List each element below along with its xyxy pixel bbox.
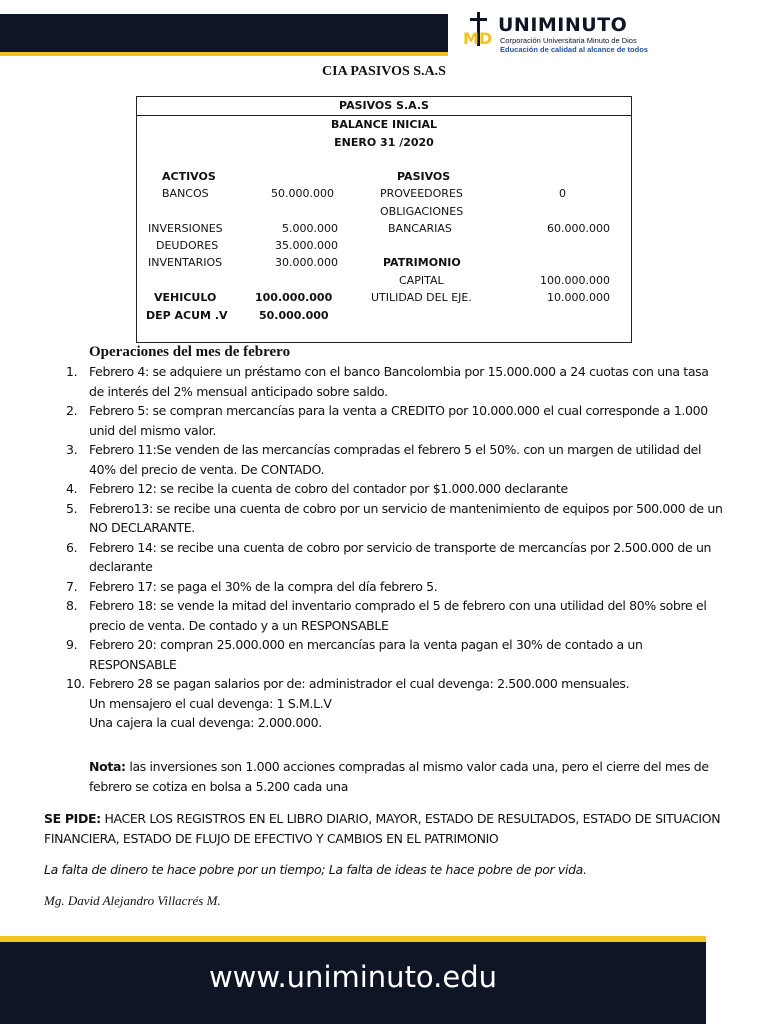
item-number: 9. bbox=[66, 637, 78, 652]
equity-label-capital: CAPITAL bbox=[399, 274, 444, 287]
item-number: 1. bbox=[66, 364, 78, 379]
item-number: 10. bbox=[66, 676, 85, 691]
note-paragraph bbox=[89, 757, 719, 796]
operations-title: Operaciones del mes de febrero bbox=[89, 344, 291, 360]
md-logo-icon bbox=[462, 12, 496, 52]
item-number: 5. bbox=[66, 500, 78, 516]
balance-divider bbox=[137, 115, 631, 116]
list-item bbox=[66, 479, 726, 499]
list-item bbox=[66, 538, 726, 577]
asset-value-inversiones: 5.000.000 bbox=[282, 222, 338, 235]
author-signature: Mg. David Alejandro Villacrés M. bbox=[44, 893, 221, 908]
item-number: 8. bbox=[66, 598, 78, 613]
liabilities-heading: PASIVOS bbox=[397, 170, 451, 183]
asset-value-vehiculo: 100.000.000 bbox=[255, 291, 333, 304]
list-item bbox=[66, 499, 726, 538]
note-label: Nota: bbox=[89, 759, 126, 774]
asset-value-inventarios: 30.000.000 bbox=[275, 256, 338, 269]
list-item bbox=[66, 362, 726, 401]
item-text: Febrero 17: se paga el 30% de la compra del día febrero 5. bbox=[89, 578, 438, 594]
item-number: 3. bbox=[66, 442, 78, 457]
svg-text:M: M bbox=[463, 29, 479, 48]
note-text: las inversiones son 1.000 acciones compradas al mismo valor cada una, pero el cierre del mes de febrero se cotiza en bolsa a 5.200 cada una bbox=[89, 759, 709, 794]
item-number: 2. bbox=[66, 403, 78, 418]
request-paragraph bbox=[44, 809, 724, 849]
item-text: Febrero 5: se compran mercancías para la venta a CREDITO por 10.000.000 el cual corresponde a 1.000 unid del mismo valor. bbox=[89, 403, 708, 438]
item-text: Febrero 18: se vende la mitad del inventario comprado el 5 de febrero con una utilidad del 80% sobre el precio de venta. De contado y a un RESPONSABLE bbox=[89, 598, 707, 633]
asset-value-dep-acum: 50.000.000 bbox=[259, 309, 329, 322]
brand-name: UNIMINUTO bbox=[498, 14, 628, 36]
asset-value-bancos: 50.000.000 bbox=[271, 187, 334, 200]
balance-company: PASIVOS S.A.S bbox=[339, 99, 429, 112]
asset-value-deudores: 35.000.000 bbox=[275, 239, 338, 252]
asset-label-bancos: BANCOS bbox=[162, 187, 209, 200]
list-item-continuation: Una cajera la cual devenga: 2.000.000. bbox=[89, 715, 322, 730]
list-item bbox=[66, 440, 726, 479]
item-text: Febrero 11:Se venden de las mercancías compradas el febrero 5 el 50%. con un margen de utilidad del 40% del precio de venta. De CONTADO. bbox=[89, 442, 702, 477]
operations-list bbox=[66, 362, 726, 733]
item-number: 7. bbox=[66, 578, 78, 594]
item-text: Febrero 20: compran 25.000.000 en mercancías para la venta pagan el 30% de contado a un RESPONSABLE bbox=[89, 637, 643, 672]
quote: La falta de dinero te hace pobre por un tiempo; La falta de ideas te hace pobre de por vida. bbox=[44, 862, 587, 877]
assets-heading: ACTIVOS bbox=[162, 170, 216, 183]
list-item bbox=[66, 635, 726, 674]
list-item bbox=[66, 596, 726, 635]
request-text: HACER LOS REGISTROS EN EL LIBRO DIARIO, MAYOR, ESTADO DE RESULTADOS, ESTADO DE SITUACION FINANCIERA, ESTADO DE FLUJO DE EFECTIVO Y CAMBIOS EN EL PATRIMONIO bbox=[44, 811, 721, 846]
item-text: Febrero 28 se pagan salarios por de: administrador el cual devenga: 2.500.000 mensuales. bbox=[89, 676, 630, 691]
asset-label-inversiones: INVERSIONES bbox=[148, 222, 223, 235]
brand-slogan: Educación de calidad al alcance de todos bbox=[500, 45, 648, 54]
asset-label-inventarios: INVENTARIOS bbox=[148, 256, 223, 269]
item-number: 6. bbox=[66, 539, 78, 555]
asset-label-dep-acum: DEP ACUM .V bbox=[146, 309, 228, 322]
balance-sheet bbox=[136, 96, 632, 343]
item-text: Febrero 12: se recibe la cuenta de cobro del contador por $1.000.000 declarante bbox=[89, 481, 568, 496]
item-text: Febrero 14: se recibe una cuenta de cobro por servicio de transporte de mercancías por 2.500.000 de un declarante bbox=[89, 539, 712, 574]
liability-label-bancarias: BANCARIAS bbox=[388, 222, 452, 235]
liability-label-proveedores: PROVEEDORES bbox=[380, 187, 463, 200]
item-text: Febrero13: se recibe una cuenta de cobro por un servicio de mantenimiento de equipos por 500.000 de un NO DECLARANTE. bbox=[89, 500, 723, 535]
footer-url[interactable]: www.uniminuto.edu bbox=[208, 960, 498, 994]
item-number: 4. bbox=[66, 481, 78, 496]
header-accent-stripe bbox=[0, 52, 448, 56]
equity-value-utilidad: 10.000.000 bbox=[547, 291, 610, 304]
document-title: CIA PASIVOS S.A.S bbox=[322, 64, 446, 79]
list-item bbox=[66, 674, 726, 694]
balance-date: ENERO 31 /2020 bbox=[334, 136, 434, 149]
asset-label-vehiculo: VEHICULO bbox=[154, 291, 217, 304]
uniminuto-logo bbox=[462, 10, 672, 54]
list-item bbox=[66, 577, 726, 597]
equity-value-capital: 100.000.000 bbox=[540, 274, 610, 287]
liability-value-proveedores: 0 bbox=[559, 187, 566, 200]
balance-report-title: BALANCE INICIAL bbox=[330, 118, 438, 131]
list-item bbox=[66, 401, 726, 440]
asset-label-deudores: DEUDORES bbox=[156, 239, 219, 252]
equity-heading: PATRIMONIO bbox=[383, 256, 461, 269]
item-text: Febrero 4: se adquiere un préstamo con el banco Bancolombia por 15.000.000 a 24 cuotas con una tasa de interés del 2% mensual anticipado sobre saldo. bbox=[89, 364, 709, 399]
list-item-continuation: Un mensajero el cual devenga: 1 S.M.L.V bbox=[89, 695, 332, 711]
equity-label-utilidad: UTILIDAD DEL EJE. bbox=[371, 291, 472, 304]
liability-label-obligaciones: OBLIGACIONES bbox=[380, 205, 464, 218]
liability-value-obligaciones: 60.000.000 bbox=[547, 222, 610, 235]
request-label: SE PIDE: bbox=[44, 811, 101, 826]
header-band bbox=[0, 14, 448, 52]
svg-text:D: D bbox=[479, 29, 493, 48]
brand-subtitle: Corporación Universitaria Minuto de Dios bbox=[500, 36, 637, 45]
